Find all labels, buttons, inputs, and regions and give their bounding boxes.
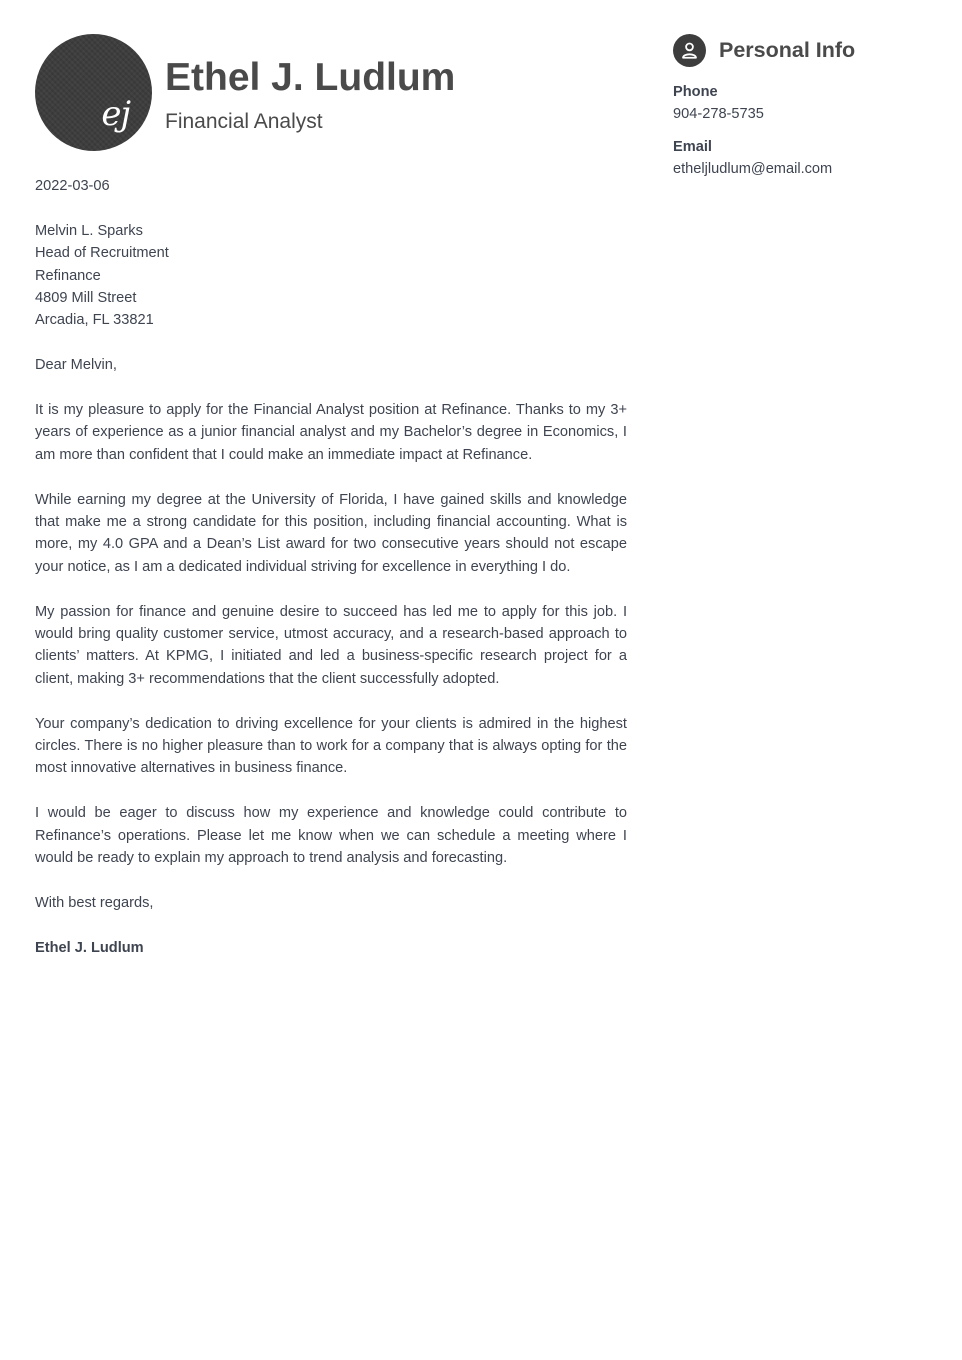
letter-paragraph: I would be eager to discuss how my experience and knowledge could contribute to Refinance’s operations. Please let me know when we can schedule a meeting where I would be ready to explain my approach to trend analysis and forecasting. bbox=[35, 805, 627, 867]
recipient-company: Refinance bbox=[35, 267, 101, 284]
letter-paragraph: It is my pleasure to apply for the Financial Analyst position at Refinance. Thanks to my 3+ years of experience as a junior financial analyst and my Bachelor’s degree in Economics, I am more than confident that I could make an immediate impact at Refinance. bbox=[35, 402, 627, 463]
cover-letter-body bbox=[35, 175, 627, 981]
monogram-initials: ej bbox=[101, 94, 130, 134]
personal-info-header bbox=[673, 33, 933, 67]
applicant-name: Ethel J. Ludlum bbox=[165, 56, 456, 99]
recipient-address-block bbox=[35, 220, 627, 332]
letter-paragraph: While earning my degree at the University of Florida, I have gained skills and knowledge that make me a strong candidate for this position, including financial accounting. What is more, my 4.0 GPA and a Dean’s List award for two consecutive years should not escape your notice, as I am a dedicated individual striving for excellence in everything I do. bbox=[35, 491, 627, 575]
email-label: Email bbox=[673, 139, 712, 155]
recipient-name: Melvin L. Sparks bbox=[35, 222, 143, 239]
personal-info-title: Personal Info bbox=[719, 37, 856, 62]
personal-info-sidebar bbox=[673, 33, 933, 180]
recipient-position: Head of Recruitment bbox=[35, 245, 169, 262]
letter-paragraph: My passion for finance and genuine desire to succeed has led me to apply for this job. I would bring quality customer service, utmost accuracy, and a research-based approach to clients’ matters. At KPMG, I initiated and led a business-specific research project for a client, making 3+ recommendations that the client successfully adopted. bbox=[35, 603, 627, 687]
monogram-avatar bbox=[35, 34, 152, 151]
email-value: etheljludlum@email.com bbox=[673, 161, 833, 177]
letter-date: 2022-03-06 bbox=[35, 178, 110, 194]
phone-value: 904-278-5735 bbox=[673, 106, 764, 122]
recipient-city: Arcadia, FL 33821 bbox=[35, 312, 154, 329]
recipient-street: 4809 Mill Street bbox=[35, 290, 137, 307]
phone-label: Phone bbox=[673, 84, 718, 100]
letter-closing: With best regards, bbox=[35, 894, 154, 911]
letter-salutation: Dear Melvin, bbox=[35, 357, 117, 374]
applicant-job-title: Financial Analyst bbox=[165, 110, 323, 133]
person-icon bbox=[673, 34, 706, 67]
phone-info bbox=[673, 81, 933, 125]
letter-paragraph: Your company’s dedication to driving excellence for your clients is admired in the highest circles. There is no higher pleasure than to work for a company that is always opting for the most innovative alternatives in business finance. bbox=[35, 715, 627, 777]
letter-signature: Ethel J. Ludlum bbox=[35, 939, 144, 956]
email-info bbox=[673, 136, 933, 180]
